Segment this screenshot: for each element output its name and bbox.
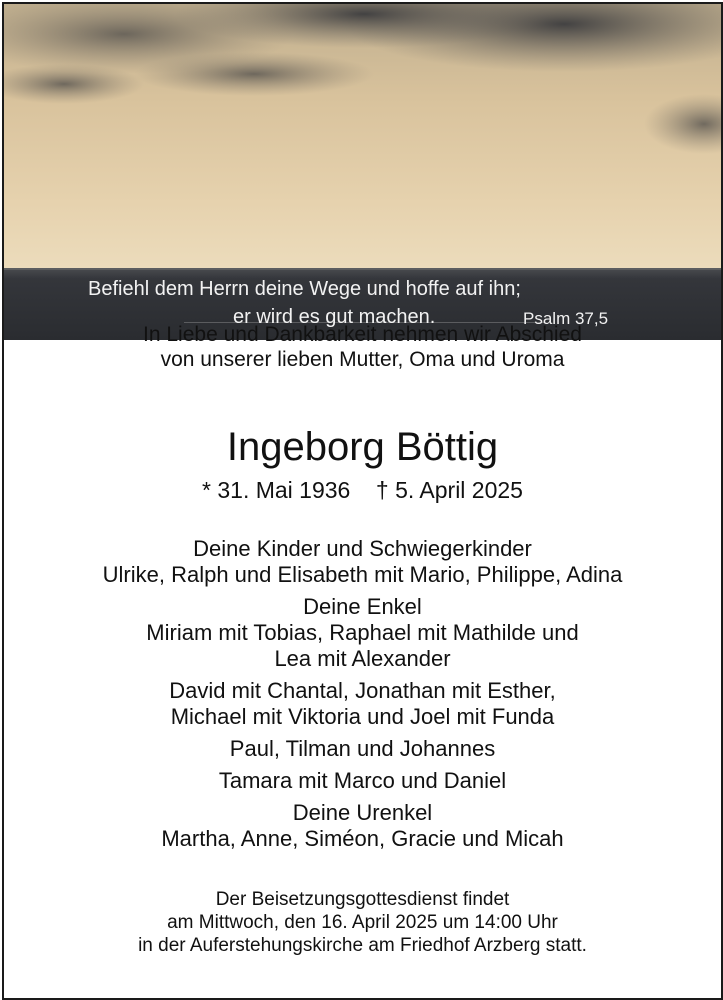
grandchildren-group [4,678,721,730]
family-names: Lea mit Alexander [274,646,451,671]
verse-reference: Psalm 37,5 [523,309,609,328]
group-heading: Deine Enkel [303,594,422,619]
family-names: Tamara mit Marco und Daniel [218,768,507,793]
verse-line: Befiehl dem Herrn deine Wege und hoffe auf ihn; [88,278,521,300]
family-names: Miriam mit Tobias, Raphael mit Mathilde und [146,620,579,645]
deceased-name: Ingeborg Böttig [226,425,499,469]
family-names: David mit Chantal, Jonathan mit Esther, [169,678,556,703]
great-grandchildren-group [4,800,721,852]
family-names: Paul, Tilman und Johannes [229,736,496,761]
obituary-card [2,2,723,1000]
family-names: Ulrike, Ralph und Elisabeth mit Mario, Philippe, Adina [102,562,623,587]
children-group [4,536,721,588]
service-line: Der Beisetzungsgottesdienst findet [215,889,510,910]
service-info [4,888,721,957]
family-list [4,536,721,858]
intro-line: In Liebe und Dankbarkeit nehmen wir Abschied [143,323,582,346]
verse-line: er wird es gut machen. [233,306,436,328]
service-line: in der Auferstehungskirche am Friedhof Arzberg statt. [138,935,587,956]
intro-line: von unserer lieben Mutter, Oma und Uroma [160,348,565,371]
group-heading: Deine Urenkel [292,800,433,825]
family-names: Martha, Anne, Siméon, Gracie und Micah [161,826,564,851]
grandchildren-group [4,594,721,672]
grandchildren-group [4,736,721,762]
life-dates: * 31. Mai 1936 † 5. April 2025 [202,477,523,503]
service-line: am Mittwoch, den 16. April 2025 um 14:00 Uhr [167,912,558,933]
group-heading: Deine Kinder und Schwiegerkinder [193,536,532,561]
intro-text [4,322,721,372]
grandchildren-group [4,768,721,794]
family-names: Michael mit Viktoria und Joel mit Funda [170,704,555,729]
